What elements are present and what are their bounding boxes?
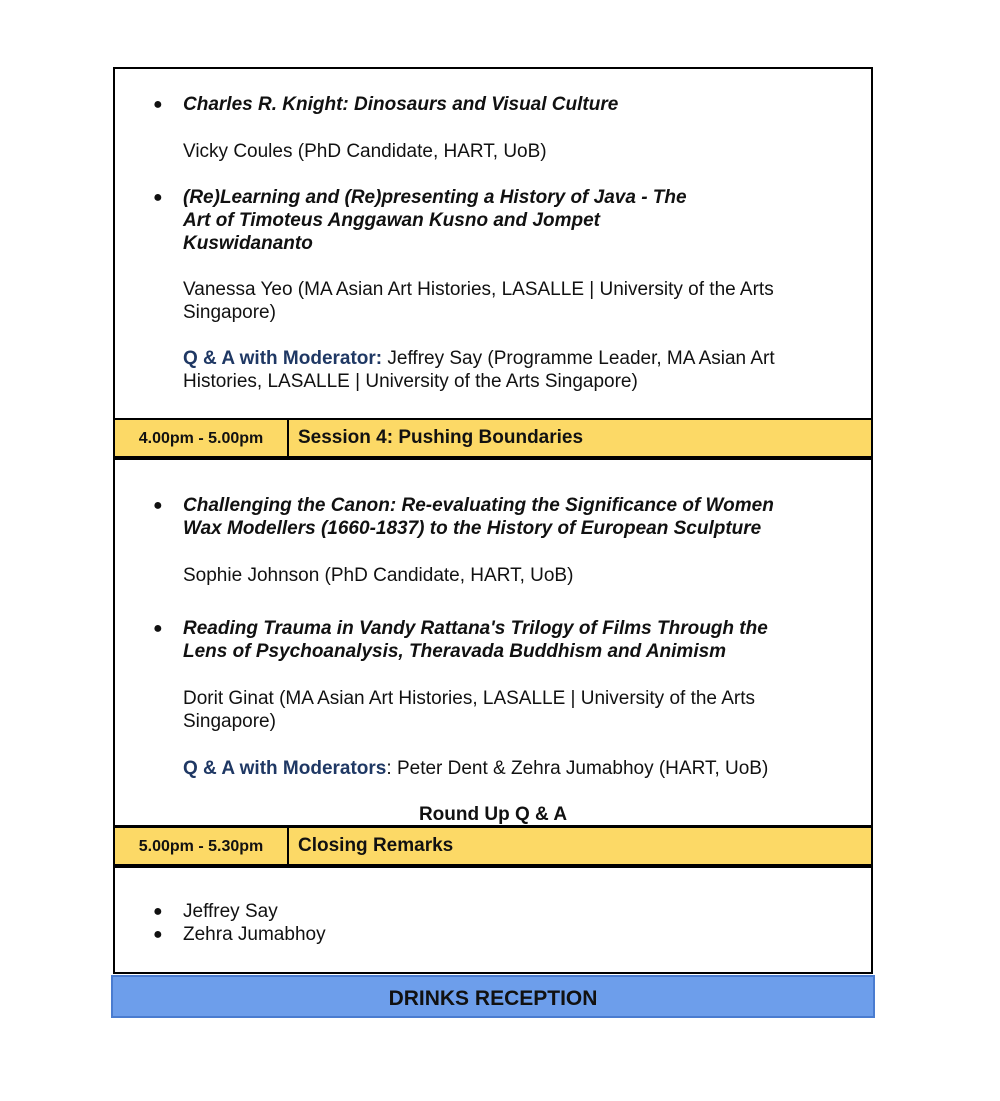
bullet-icon: ●: [153, 96, 163, 113]
talk-speaker: Dorit Ginat (MA Asian Art Histories, LASALLE | University of the Arts Singapore): [183, 688, 755, 732]
bullet-icon: ●: [153, 903, 163, 920]
round-up-qa: Round Up Q & A: [418, 804, 568, 825]
bullet-icon: ●: [153, 497, 163, 514]
session-title: Closing Remarks: [298, 835, 454, 856]
session-title: Session 4: Pushing Boundaries: [298, 427, 584, 448]
session-4-header: [113, 418, 873, 458]
session-time: 5.00pm - 5.30pm: [115, 828, 289, 864]
closing-person: Jeffrey Say: [183, 901, 278, 922]
talk-title: (Re)Learning and (Re)presenting a History of Java - The Art of Timoteus Anggawan Kusno and Jompet Kuswidananto: [183, 187, 687, 254]
session-4-box: [113, 458, 873, 827]
talk-speaker: Vicky Coules (PhD Candidate, HART, UoB): [183, 141, 547, 162]
closing-header: [113, 826, 873, 866]
talk-speaker: Sophie Johnson (PhD Candidate, HART, UoB): [183, 565, 574, 586]
closing-person: Zehra Jumabhoy: [183, 924, 326, 945]
talk-title: Challenging the Canon: Re-evaluating the Significance of Women Wax Modellers (1660-1837) to the History of European Sculpture: [183, 495, 774, 539]
closing-box: [113, 866, 873, 974]
drinks-reception-banner: DRINKS RECEPTION: [111, 975, 875, 1018]
bullet-icon: ●: [153, 926, 163, 943]
qa-moderator: Q & A with Moderator: Jeffrey Say (Programme Leader, MA Asian Art Histories, LASALLE | University of the Arts Singapore): [183, 348, 775, 392]
qa-moderators: Q & A with Moderators: Peter Dent & Zehra Jumabhoy (HART, UoB): [183, 758, 769, 779]
session-time: 4.00pm - 5.00pm: [115, 420, 289, 456]
talk-title: Charles R. Knight: Dinosaurs and Visual Culture: [183, 94, 619, 115]
bullet-icon: ●: [153, 189, 163, 206]
qa-label: Q & A with Moderator:: [183, 348, 383, 369]
session-3-box: [113, 67, 873, 420]
talk-title: Reading Trauma in Vandy Rattana's Trilogy of Films Through the Lens of Psychoanalysis, Theravada Buddhism and Animism: [183, 618, 768, 662]
qa-label: Q & A with Moderators: [183, 758, 387, 779]
talk-speaker: Vanessa Yeo (MA Asian Art Histories, LASALLE | University of the Arts Singapore): [183, 279, 774, 323]
bullet-icon: ●: [153, 620, 163, 637]
